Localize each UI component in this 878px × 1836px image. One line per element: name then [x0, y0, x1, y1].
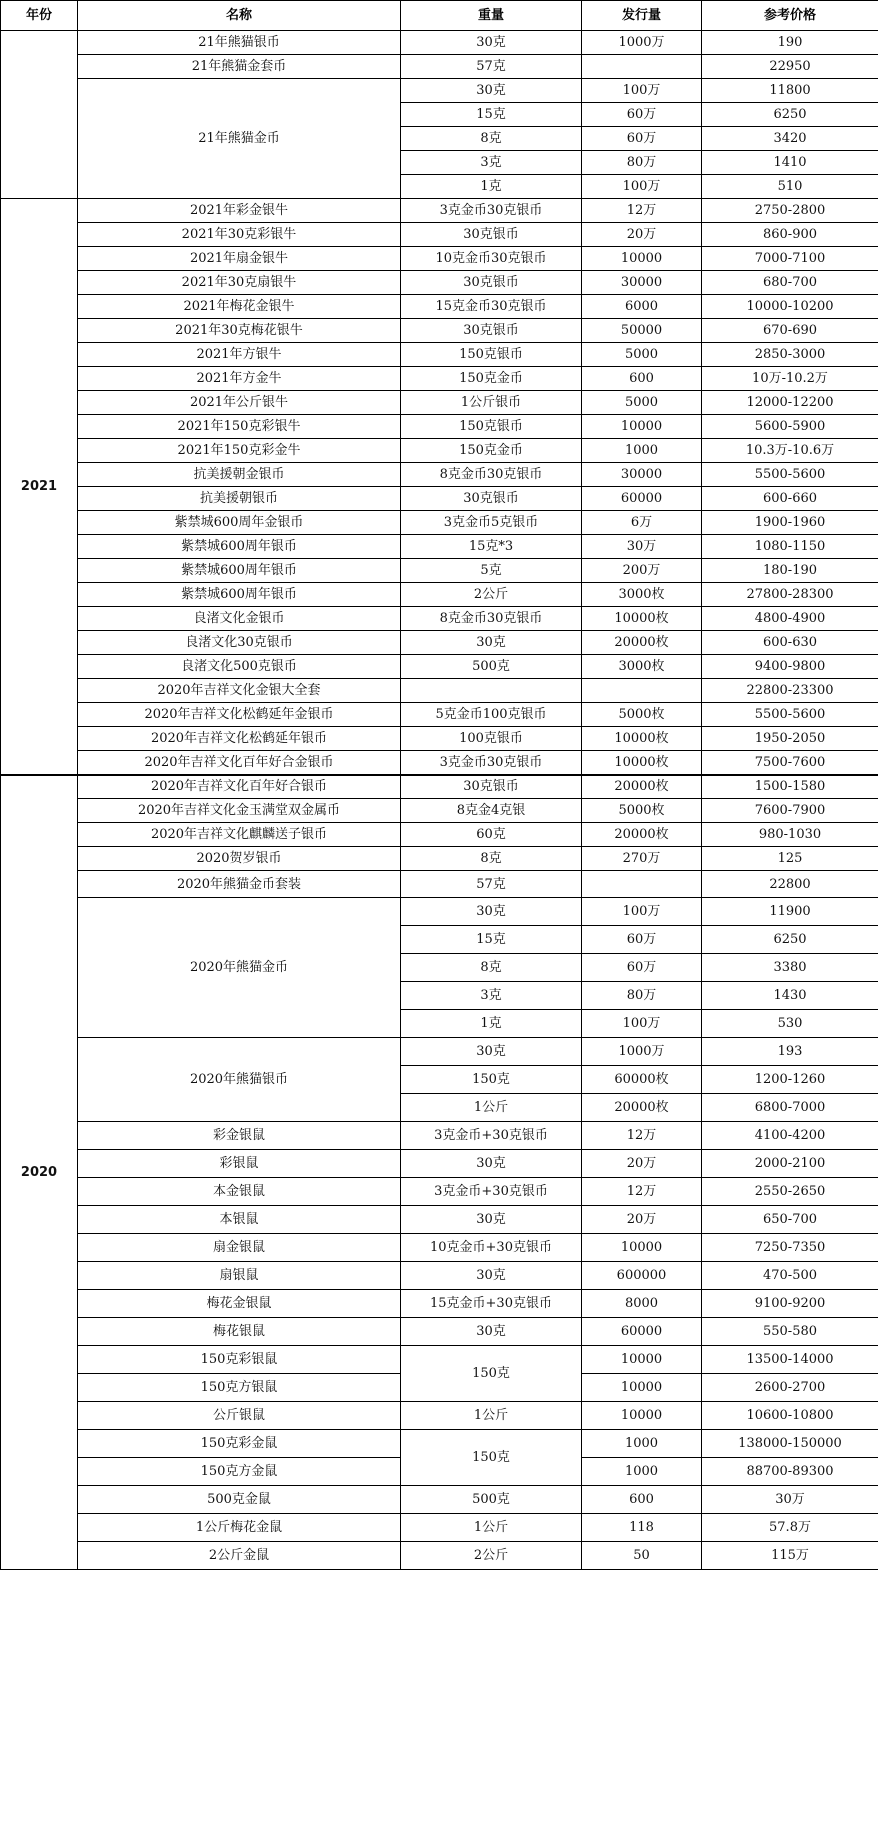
name-cell: 2021年彩金银牛: [78, 199, 401, 223]
weight-cell: 57克: [401, 871, 582, 898]
mintage-cell: [582, 679, 702, 703]
mintage-cell: 60000枚: [582, 1066, 702, 1094]
table-row: [1, 199, 878, 223]
price-cell: 600-630: [702, 631, 878, 655]
price-cell: 6800-7000: [702, 1094, 878, 1122]
mintage-cell: 5000: [582, 391, 702, 415]
table-row: [1, 583, 878, 607]
table-row: [1, 439, 878, 463]
price-cell: 7500-7600: [702, 751, 878, 775]
weight-cell: 8克金币30克银币: [401, 463, 582, 487]
price-cell: 470-500: [702, 1262, 878, 1290]
price-cell: 4100-4200: [702, 1122, 878, 1150]
weight-cell: 8克: [401, 954, 582, 982]
mintage-cell: 3000枚: [582, 655, 702, 679]
mintage-cell: 1000: [582, 1430, 702, 1458]
name-cell: 150克方银鼠: [78, 1374, 401, 1402]
mintage-cell: 30000: [582, 463, 702, 487]
weight-cell: 30克银币: [401, 487, 582, 511]
name-cell: 21年熊猫金套币: [78, 55, 401, 79]
weight-cell: 30克: [401, 31, 582, 55]
mintage-cell: 20万: [582, 1150, 702, 1178]
name-cell: 抗美援朝金银币: [78, 463, 401, 487]
weight-cell: 15克金币+30克银币: [401, 1290, 582, 1318]
weight-cell: 30克: [401, 1262, 582, 1290]
weight-cell: 5克金币100克银币: [401, 703, 582, 727]
price-cell: 10万-10.2万: [702, 367, 878, 391]
table-row: [1, 1318, 878, 1346]
table-row: [1, 223, 878, 247]
weight-cell: 30克: [401, 898, 582, 926]
name-cell: 紫禁城600周年银币: [78, 583, 401, 607]
mintage-cell: 100万: [582, 175, 702, 199]
year-cell: [1, 31, 78, 199]
table-row: [1, 415, 878, 439]
table-row: [1, 391, 878, 415]
price-cell: 115万: [702, 1542, 878, 1570]
header-name: 名称: [78, 1, 401, 31]
table-body: [1, 31, 878, 1570]
name-cell: 彩金银鼠: [78, 1122, 401, 1150]
weight-cell: 100克银币: [401, 727, 582, 751]
mintage-cell: 6000: [582, 295, 702, 319]
price-cell: 1950-2050: [702, 727, 878, 751]
weight-cell: 150克: [401, 1430, 582, 1486]
name-cell: 良渚文化500克银币: [78, 655, 401, 679]
price-cell: 860-900: [702, 223, 878, 247]
price-cell: 5500-5600: [702, 463, 878, 487]
name-cell: 扇银鼠: [78, 1262, 401, 1290]
header-weight: 重量: [401, 1, 582, 31]
price-cell: 11900: [702, 898, 878, 926]
mintage-cell: 20000枚: [582, 823, 702, 847]
mintage-cell: 20万: [582, 223, 702, 247]
price-cell: 9400-9800: [702, 655, 878, 679]
price-cell: 22950: [702, 55, 878, 79]
weight-cell: 3克金币30克银币: [401, 199, 582, 223]
weight-cell: 500克: [401, 655, 582, 679]
weight-cell: 2公斤: [401, 583, 582, 607]
name-cell: 500克金鼠: [78, 1486, 401, 1514]
mintage-cell: 30万: [582, 535, 702, 559]
price-cell: 6250: [702, 103, 878, 127]
table-row: [1, 655, 878, 679]
price-cell: 138000-150000: [702, 1430, 878, 1458]
table-row: [1, 898, 878, 926]
table-row: [1, 559, 878, 583]
mintage-cell: 1000万: [582, 1038, 702, 1066]
weight-cell: 3克金币5克银币: [401, 511, 582, 535]
weight-cell: 150克银币: [401, 343, 582, 367]
table-row: [1, 1038, 878, 1066]
price-cell: 30万: [702, 1486, 878, 1514]
weight-cell: 3克金币+30克银币: [401, 1122, 582, 1150]
table-row: [1, 367, 878, 391]
name-cell: 2公斤金鼠: [78, 1542, 401, 1570]
price-cell: 10600-10800: [702, 1402, 878, 1430]
name-cell: 150克方金鼠: [78, 1458, 401, 1486]
table-row: [1, 295, 878, 319]
table-row: [1, 535, 878, 559]
name-cell: 2020贺岁银币: [78, 847, 401, 871]
mintage-cell: 60万: [582, 926, 702, 954]
price-cell: 12000-12200: [702, 391, 878, 415]
table-row: [1, 1514, 878, 1542]
weight-cell: 30克银币: [401, 223, 582, 247]
name-cell: 公斤银鼠: [78, 1402, 401, 1430]
price-cell: 550-580: [702, 1318, 878, 1346]
mintage-cell: 20000枚: [582, 631, 702, 655]
table-row: [1, 679, 878, 703]
mintage-cell: 10000: [582, 415, 702, 439]
name-cell: 2020年熊猫金币: [78, 898, 401, 1038]
weight-cell: 8克: [401, 127, 582, 151]
weight-cell: 1克: [401, 1010, 582, 1038]
mintage-cell: [582, 871, 702, 898]
weight-cell: 1公斤: [401, 1402, 582, 1430]
weight-cell: [401, 679, 582, 703]
table-row: [1, 727, 878, 751]
weight-cell: 30克银币: [401, 271, 582, 295]
table-row: [1, 55, 878, 79]
table-row: [1, 463, 878, 487]
weight-cell: 8克金4克银: [401, 799, 582, 823]
weight-cell: 8克金币30克银币: [401, 607, 582, 631]
name-cell: 2020年吉祥文化松鹤延年金银币: [78, 703, 401, 727]
price-cell: 2550-2650: [702, 1178, 878, 1206]
price-cell: 10000-10200: [702, 295, 878, 319]
name-cell: 2020年熊猫金币套装: [78, 871, 401, 898]
weight-cell: 1公斤银币: [401, 391, 582, 415]
price-cell: 1900-1960: [702, 511, 878, 535]
price-cell: 1430: [702, 982, 878, 1010]
mintage-cell: 50000: [582, 319, 702, 343]
weight-cell: 30克: [401, 79, 582, 103]
mintage-cell: 1000: [582, 439, 702, 463]
table-row: [1, 1402, 878, 1430]
weight-cell: 1公斤: [401, 1514, 582, 1542]
weight-cell: 500克: [401, 1486, 582, 1514]
table-header: [1, 1, 878, 31]
weight-cell: 30克: [401, 1318, 582, 1346]
name-cell: 2021年梅花金银牛: [78, 295, 401, 319]
name-cell: 2020年熊猫银币: [78, 1038, 401, 1122]
name-cell: 2021年30克扇银牛: [78, 271, 401, 295]
weight-cell: 150克金币: [401, 367, 582, 391]
price-cell: 5600-5900: [702, 415, 878, 439]
price-cell: 27800-28300: [702, 583, 878, 607]
table-row: [1, 247, 878, 271]
price-cell: 1080-1150: [702, 535, 878, 559]
price-cell: 600-660: [702, 487, 878, 511]
price-cell: 530: [702, 1010, 878, 1038]
name-cell: 2021年扇金银牛: [78, 247, 401, 271]
mintage-cell: 100万: [582, 1010, 702, 1038]
price-cell: 1410: [702, 151, 878, 175]
weight-cell: 3克金币30克银币: [401, 751, 582, 775]
mintage-cell: 10000枚: [582, 607, 702, 631]
table-row: [1, 823, 878, 847]
mintage-cell: 100万: [582, 898, 702, 926]
name-cell: 2021年150克彩金牛: [78, 439, 401, 463]
price-cell: 1500-1580: [702, 775, 878, 799]
weight-cell: 3克金币+30克银币: [401, 1178, 582, 1206]
weight-cell: 5克: [401, 559, 582, 583]
mintage-cell: 20000枚: [582, 775, 702, 799]
name-cell: 2021年150克彩银牛: [78, 415, 401, 439]
weight-cell: 3克: [401, 982, 582, 1010]
mintage-cell: 10000: [582, 1346, 702, 1374]
price-cell: 88700-89300: [702, 1458, 878, 1486]
price-cell: 125: [702, 847, 878, 871]
name-cell: 本银鼠: [78, 1206, 401, 1234]
weight-cell: 150克: [401, 1066, 582, 1094]
mintage-cell: 10000: [582, 1234, 702, 1262]
table-row: [1, 1262, 878, 1290]
price-cell: 190: [702, 31, 878, 55]
name-cell: 2021年30克梅花银牛: [78, 319, 401, 343]
header-price: 参考价格: [702, 1, 878, 31]
name-cell: 紫禁城600周年银币: [78, 535, 401, 559]
mintage-cell: 6万: [582, 511, 702, 535]
price-cell: 13500-14000: [702, 1346, 878, 1374]
name-cell: 21年熊猫银币: [78, 31, 401, 55]
mintage-cell: 600: [582, 367, 702, 391]
price-cell: 1200-1260: [702, 1066, 878, 1094]
table-row: [1, 1290, 878, 1318]
table-row: [1, 751, 878, 775]
mintage-cell: 118: [582, 1514, 702, 1542]
table-row: [1, 1346, 878, 1374]
weight-cell: 1公斤: [401, 1094, 582, 1122]
mintage-cell: 10000: [582, 1374, 702, 1402]
weight-cell: 3克: [401, 151, 582, 175]
name-cell: 紫禁城600周年金银币: [78, 511, 401, 535]
name-cell: 2020年吉祥文化百年好合金银币: [78, 751, 401, 775]
table-row: [1, 343, 878, 367]
mintage-cell: 10000: [582, 1402, 702, 1430]
mintage-cell: 10000枚: [582, 751, 702, 775]
weight-cell: 15克*3: [401, 535, 582, 559]
price-cell: 22800-23300: [702, 679, 878, 703]
mintage-cell: 50: [582, 1542, 702, 1570]
weight-cell: 150克金币: [401, 439, 582, 463]
table-row: [1, 631, 878, 655]
name-cell: 良渚文化30克银币: [78, 631, 401, 655]
mintage-cell: 20万: [582, 1206, 702, 1234]
table-row: [1, 1542, 878, 1570]
table-row: [1, 271, 878, 295]
table-row: [1, 1150, 878, 1178]
price-cell: 680-700: [702, 271, 878, 295]
price-cell: 22800: [702, 871, 878, 898]
name-cell: 抗美援朝银币: [78, 487, 401, 511]
weight-cell: 30克: [401, 631, 582, 655]
table-row: [1, 847, 878, 871]
name-cell: 紫禁城600周年银币: [78, 559, 401, 583]
mintage-cell: 12万: [582, 1178, 702, 1206]
mintage-cell: 10000枚: [582, 727, 702, 751]
name-cell: 2020年吉祥文化金玉满堂双金属币: [78, 799, 401, 823]
mintage-cell: 80万: [582, 982, 702, 1010]
price-cell: 670-690: [702, 319, 878, 343]
weight-cell: 150克银币: [401, 415, 582, 439]
mintage-cell: 5000枚: [582, 703, 702, 727]
name-cell: 2020年吉祥文化百年好合银币: [78, 775, 401, 799]
table-row: [1, 799, 878, 823]
mintage-cell: 12万: [582, 199, 702, 223]
mintage-cell: 12万: [582, 1122, 702, 1150]
mintage-cell: 60万: [582, 954, 702, 982]
name-cell: 150克彩银鼠: [78, 1346, 401, 1374]
name-cell: 2020年吉祥文化麒麟送子银币: [78, 823, 401, 847]
mintage-cell: 8000: [582, 1290, 702, 1318]
mintage-cell: 60万: [582, 127, 702, 151]
mintage-cell: 600: [582, 1486, 702, 1514]
weight-cell: 30克: [401, 1150, 582, 1178]
mintage-cell: 1000: [582, 1458, 702, 1486]
name-cell: 150克彩金鼠: [78, 1430, 401, 1458]
price-cell: 57.8万: [702, 1514, 878, 1542]
price-cell: 7250-7350: [702, 1234, 878, 1262]
weight-cell: 30克: [401, 1038, 582, 1066]
price-cell: 2600-2700: [702, 1374, 878, 1402]
name-cell: 1公斤梅花金鼠: [78, 1514, 401, 1542]
year-cell: 2021: [1, 199, 78, 775]
table-row: [1, 775, 878, 799]
weight-cell: 15克金币30克银币: [401, 295, 582, 319]
name-cell: 2020年吉祥文化松鹤延年银币: [78, 727, 401, 751]
price-cell: 2750-2800: [702, 199, 878, 223]
weight-cell: 15克: [401, 926, 582, 954]
mintage-cell: 60000: [582, 1318, 702, 1346]
price-cell: 6250: [702, 926, 878, 954]
table-row: [1, 511, 878, 535]
name-cell: 梅花金银鼠: [78, 1290, 401, 1318]
table-row: [1, 319, 878, 343]
weight-cell: 15克: [401, 103, 582, 127]
weight-cell: 60克: [401, 823, 582, 847]
table-row: [1, 1234, 878, 1262]
table-row: [1, 1178, 878, 1206]
mintage-cell: 80万: [582, 151, 702, 175]
mintage-cell: 60000: [582, 487, 702, 511]
mintage-cell: 1000万: [582, 31, 702, 55]
price-cell: 3420: [702, 127, 878, 151]
table-row: [1, 31, 878, 55]
name-cell: 扇金银鼠: [78, 1234, 401, 1262]
table-row: [1, 871, 878, 898]
weight-cell: 57克: [401, 55, 582, 79]
price-cell: 2000-2100: [702, 1150, 878, 1178]
mintage-cell: 3000枚: [582, 583, 702, 607]
name-cell: 2021年30克彩银牛: [78, 223, 401, 247]
mintage-cell: 5000枚: [582, 799, 702, 823]
price-cell: 11800: [702, 79, 878, 103]
name-cell: 2020年吉祥文化金银大全套: [78, 679, 401, 703]
name-cell: 21年熊猫金币: [78, 79, 401, 199]
mintage-cell: 30000: [582, 271, 702, 295]
mintage-cell: 20000枚: [582, 1094, 702, 1122]
name-cell: 2021年公斤银牛: [78, 391, 401, 415]
price-cell: 3380: [702, 954, 878, 982]
weight-cell: 8克: [401, 847, 582, 871]
mintage-cell: [582, 55, 702, 79]
table-row: [1, 1486, 878, 1514]
weight-cell: 2公斤: [401, 1542, 582, 1570]
table-row: [1, 1122, 878, 1150]
header-row: [1, 1, 878, 31]
mintage-cell: 10000: [582, 247, 702, 271]
price-cell: 10.3万-10.6万: [702, 439, 878, 463]
price-cell: 7000-7100: [702, 247, 878, 271]
mintage-cell: 270万: [582, 847, 702, 871]
mintage-cell: 5000: [582, 343, 702, 367]
header-mintage: 发行量: [582, 1, 702, 31]
weight-cell: 30克银币: [401, 319, 582, 343]
mintage-cell: 600000: [582, 1262, 702, 1290]
name-cell: 良渚文化金银币: [78, 607, 401, 631]
table-row: [1, 703, 878, 727]
name-cell: 2021年方银牛: [78, 343, 401, 367]
price-cell: 4800-4900: [702, 607, 878, 631]
year-cell: 2020: [1, 775, 78, 1570]
weight-cell: 10克金币30克银币: [401, 247, 582, 271]
mintage-cell: 100万: [582, 79, 702, 103]
name-cell: 梅花银鼠: [78, 1318, 401, 1346]
price-cell: 5500-5600: [702, 703, 878, 727]
table-row: [1, 79, 878, 103]
name-cell: 2021年方金牛: [78, 367, 401, 391]
weight-cell: 30克银币: [401, 775, 582, 799]
name-cell: 彩银鼠: [78, 1150, 401, 1178]
price-cell: 2850-3000: [702, 343, 878, 367]
table-row: [1, 1430, 878, 1458]
mintage-cell: 60万: [582, 103, 702, 127]
price-cell: 650-700: [702, 1206, 878, 1234]
price-cell: 980-1030: [702, 823, 878, 847]
price-cell: 193: [702, 1038, 878, 1066]
table-row: [1, 1206, 878, 1234]
price-cell: 9100-9200: [702, 1290, 878, 1318]
price-cell: 7600-7900: [702, 799, 878, 823]
table-row: [1, 607, 878, 631]
price-cell: 510: [702, 175, 878, 199]
weight-cell: 10克金币+30克银币: [401, 1234, 582, 1262]
header-year: 年份: [1, 1, 78, 31]
weight-cell: 150克: [401, 1346, 582, 1402]
mintage-cell: 200万: [582, 559, 702, 583]
weight-cell: 1克: [401, 175, 582, 199]
name-cell: 本金银鼠: [78, 1178, 401, 1206]
price-cell: 180-190: [702, 559, 878, 583]
weight-cell: 30克: [401, 1206, 582, 1234]
table-row: [1, 487, 878, 511]
